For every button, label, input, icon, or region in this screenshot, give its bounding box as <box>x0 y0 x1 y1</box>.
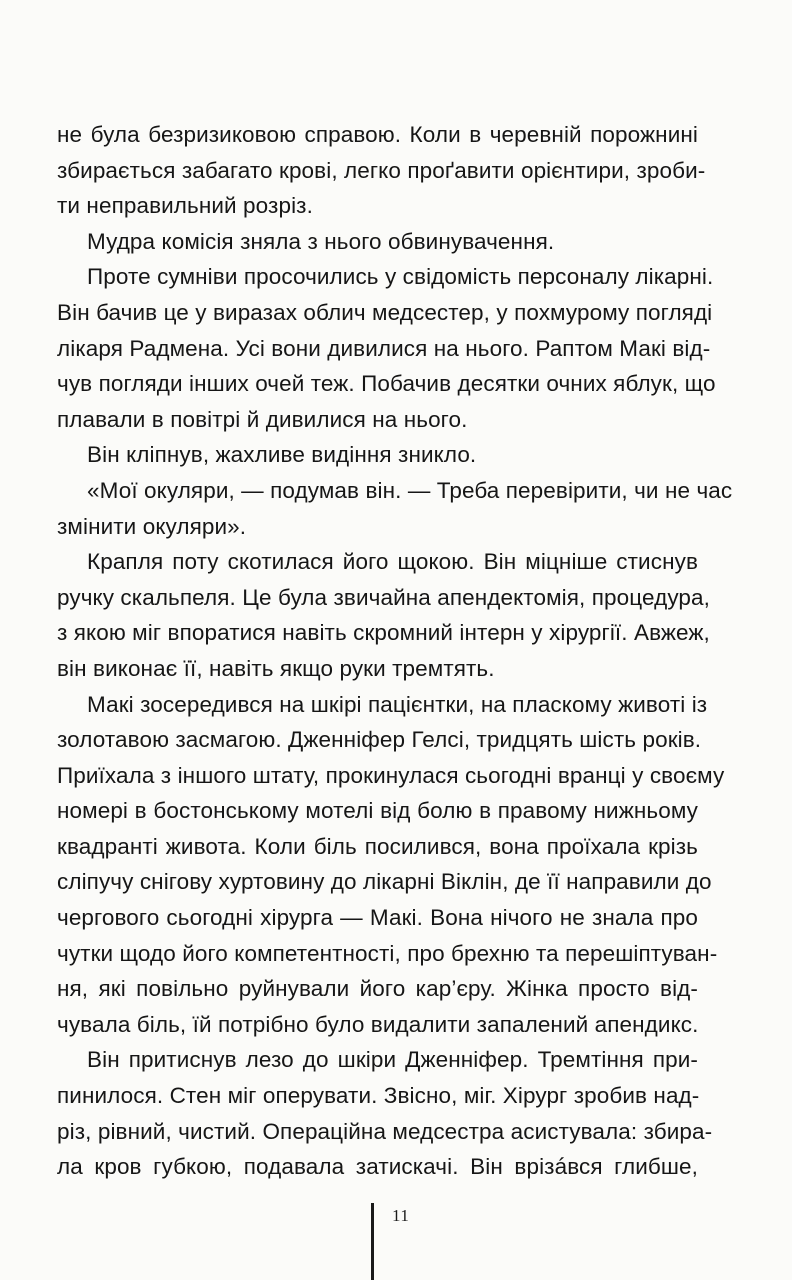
text-line: пинилося. Стен міг оперувати. Звісно, міг. Хірург зробив над- <box>57 1083 700 1109</box>
text-line: не була безризиковою справою. Коли в черевній порожнині <box>57 122 698 147</box>
text-line: Проте сумніви просочились у свідомість персоналу лікарні. <box>87 264 714 290</box>
text-line: Він кліпнув, жахливе видіння зникло. <box>87 442 477 468</box>
text-line: чутки щодо його компетентності, про брехню та перешіптуван- <box>57 940 718 966</box>
text-line: з якою міг впоратися навіть скромний інтерн у хірургії. Авжеж, <box>57 620 710 646</box>
text-line: чув погляди інших очей теж. Побачив десятки очних яблук, що <box>57 371 716 397</box>
text-line: Крапля поту скотилася його щокою. Він міцніше стиснув <box>87 549 698 575</box>
text-line: Він бачив це у виразах облич медсестер, у похмурому погляді <box>57 299 713 325</box>
text-line: Мудра комісія зняла з нього обвинувачення. <box>87 228 555 254</box>
text-line: збирається забагато крові, легко проґавити орієнтири, зроби- <box>57 157 706 183</box>
text-line: змінити окуляри». <box>57 513 247 539</box>
text-line: ручку скальпеля. Це була звичайна апендектомія, процедура, <box>57 584 710 610</box>
text-line: ти неправильний розріз. <box>57 193 313 219</box>
text-line: ня, які повільно руйнували його кар’єру. Жінка просто від- <box>57 976 698 1002</box>
text-line: сліпучу снігову хуртовину до лікарні Віклін, де її направили до <box>57 869 712 895</box>
text-line: лікаря Радмена. Усі вони дивилися на нього. Раптом Макі від- <box>57 335 711 361</box>
text-line: чувала біль, їй потрібно було видалити запалений апендикс. <box>57 1011 699 1037</box>
text-line: плавали в повітрі й дивилися на нього. <box>57 406 468 432</box>
footer-divider <box>371 1203 374 1280</box>
body-text <box>57 117 733 1185</box>
text-line: Приїхала з іншого штату, прокинулася сьогодні вранці у своєму <box>57 762 725 788</box>
text-line: Макі зосередився на шкірі пацієнтки, на пласкому животі із <box>87 691 708 717</box>
text-line: чергового сьогодні хірурга — Макі. Вона нічого не знала про <box>57 905 698 931</box>
page-number: 11 <box>392 1206 410 1225</box>
text-line: Він притиснув лезо до шкіри Дженніфер. Тремтіння при- <box>87 1047 698 1073</box>
text-line: квадранті живота. Коли біль посилився, вона проїхала крізь <box>57 833 698 859</box>
text-line: «Мої окуляри, — подумав він. — Треба перевірити, чи не час <box>87 477 733 503</box>
text-line: різ, рівний, чистий. Операційна медсестра асистувала: збира- <box>57 1118 713 1144</box>
text-line: номері в бостонському мотелі від болю в правому нижньому <box>57 798 698 824</box>
text-line: він виконає її, навіть якщо руки тремтять. <box>57 655 495 681</box>
text-line: ла кров губкою, подавала затискачі. Він врізáвся глибше, <box>57 1154 698 1180</box>
text-line: золотавою засмагою. Дженніфер Гелсі, тридцять шість років. <box>57 727 702 753</box>
